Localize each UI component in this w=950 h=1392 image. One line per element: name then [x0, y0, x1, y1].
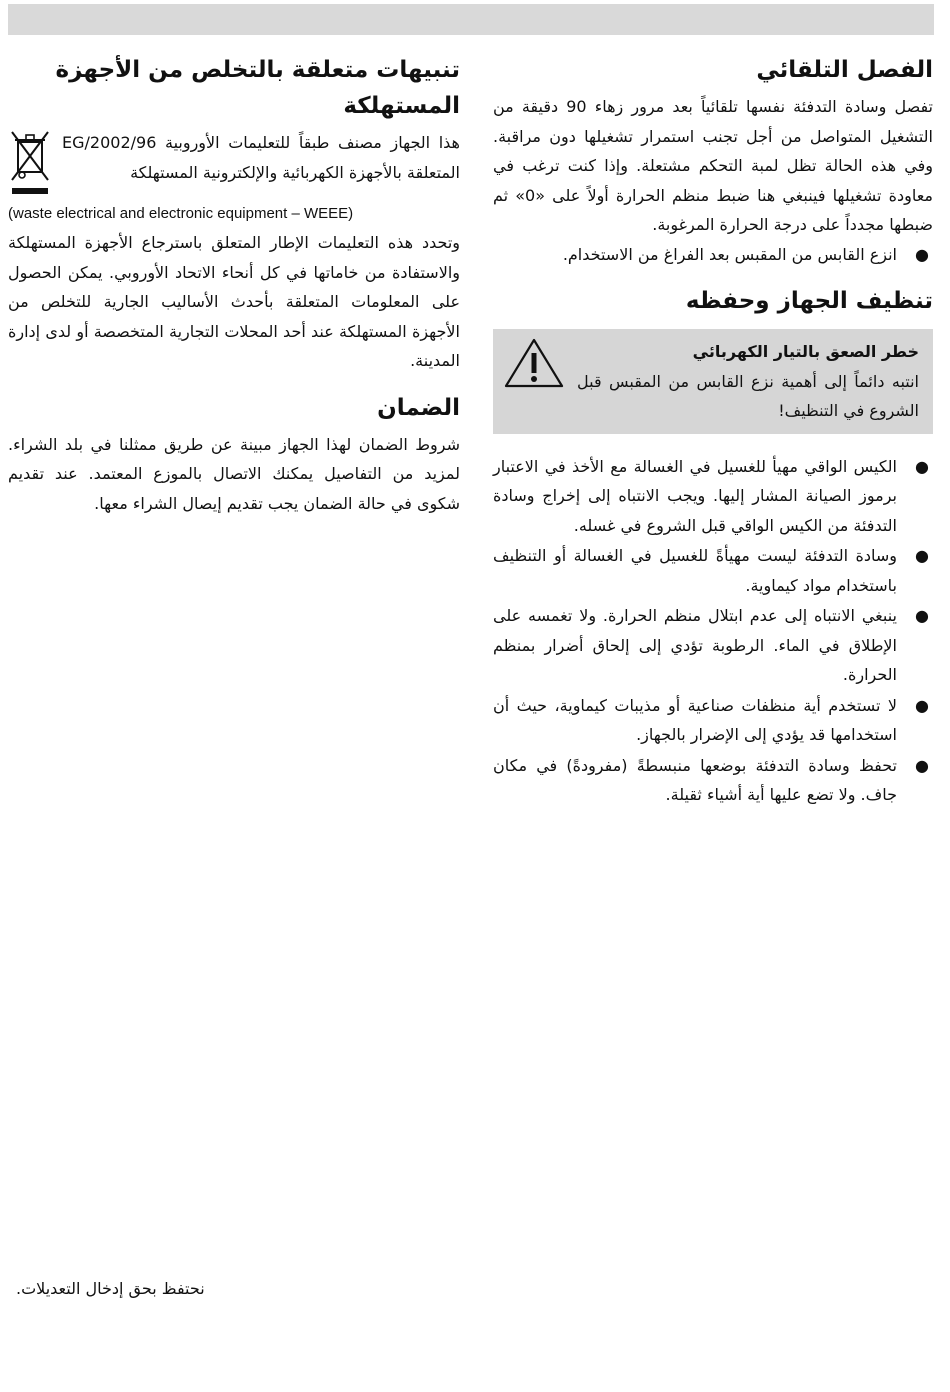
- warning-title: خطر الصعق بالتيار الكهربائي: [692, 342, 919, 361]
- weee-text: هذا الجهاز مصنف طبقاً للتعليمات الأوروبية 2002/96/EG المتعلقة بالأجهزة الكهربائية والإلكترونية المستهلكة: [62, 133, 460, 182]
- bullet-icon: ●: [915, 546, 929, 565]
- list-item: ● الكيس الواقي مهيأ للغسيل في الغسالة مع الأخذ في الاعتبار برموز الصيانة المشار إليها. ويجب الانتباه إلى إخراج وسادة التدفئة من الكيس الواقي قبل الشروع في غسله.: [493, 452, 933, 541]
- left-column: [8, 52, 460, 518]
- warranty-text: شروط الضمان لهذا الجهاز مبينة عن طريق ممثلنا في بلد الشراء. لمزيد من التفاصيل يمكنك الاتصال بالموزع المعتمد. عند تقديم شكوى في حالة الضمان يجب تقديم إيصال الشراء معها.: [8, 434, 460, 513]
- auto-off-title: الفصل التلقائي: [756, 57, 933, 83]
- warning-content: [577, 337, 919, 426]
- disposal-title: تنبيهات متعلقة بالتخلص من الأجهزة المستهلكة: [55, 57, 460, 119]
- list-item: ● وسادة التدفئة ليست مهيأةً للغسيل في الغسالة أو التنظيف باستخدام مواد كيماوية.: [493, 541, 933, 600]
- list-item: ● انزع القابس من المقبس بعد الفراغ من الاستخدام.: [493, 240, 933, 270]
- cleaning-title: تنظيف الجهاز وحفظه: [685, 288, 933, 314]
- disposal-text: وتحدد هذه التعليمات الإطار المتعلق باسترجاع الأجهزة المستهلكة والاستفادة من خاماتها في كل أنحاء الاتحاد الأوروبي. يمكن الحصول على المعلومات المتعلقة بأحدث الأساليب الجارية للتخلص من الأجهزة المستهلكة عند أحد المحلات التجارية المتخصصة أو لدى إدارة المدينة.: [8, 233, 460, 370]
- warranty-title: الضمان: [377, 394, 460, 421]
- warning-box: [493, 329, 933, 434]
- warning-text: انتبه دائماً إلى أهمية نزع القابس من المقبس قبل الشروع في التنظيف!: [577, 371, 919, 420]
- bullet-icon: ●: [915, 456, 929, 476]
- right-column: [493, 52, 933, 811]
- bullet-icon: ●: [915, 244, 929, 264]
- list-item: ● ينبغي الانتباه إلى عدم ابتلال منظم الحرارة. ولا تغمسه على الإطلاق في الماء. الرطوبة تؤدي إلى إلحاق أضرار بمنظم الحرارة.: [493, 601, 933, 690]
- bullet-icon: ●: [915, 755, 929, 775]
- bullet-icon: ●: [915, 606, 929, 625]
- crossed-bin-icon: [8, 128, 52, 198]
- warning-triangle-icon: [503, 337, 565, 389]
- weee-latin: (waste electrical and electronic equipment – WEEE): [8, 205, 354, 222]
- list-item: ● تحفظ وسادة التدفئة بوضعها منبسطةً (مفرودةً) في مكان جاف. ولا تضع عليها أية أشياء ثقيلة.: [493, 751, 933, 810]
- auto-off-list: [493, 240, 933, 270]
- cleaning-list: [493, 452, 933, 810]
- weee-block: [8, 128, 460, 198]
- footer-note: نحتفظ بحق إدخال التعديلات.: [16, 1279, 205, 1298]
- list-item: ● لا تستخدم أية منظفات صناعية أو مذيبات كيماوية، حيث أن استخدامها قد يؤدي إلى الإضرار بالجهاز.: [493, 691, 933, 750]
- header-bar: [8, 4, 934, 35]
- auto-off-text: تفصل وسادة التدفئة نفسها تلقائياً بعد مرور زهاء 90 دقيقة من التشغيل المتواصل من أجل تجنب استمرار تشغيلها دون مراقبة. وفي هذه الحالة تظل لمبة التحكم مشتعلة. وإذا كنت ترغب في معاودة تشغيلها فينبغي هنا ضبط منظم الحرارة أولاً على «0» ثم ضبطها مجدداً على درجة الحرارة المرغوبة.: [493, 97, 934, 234]
- bullet-icon: ●: [915, 695, 929, 715]
